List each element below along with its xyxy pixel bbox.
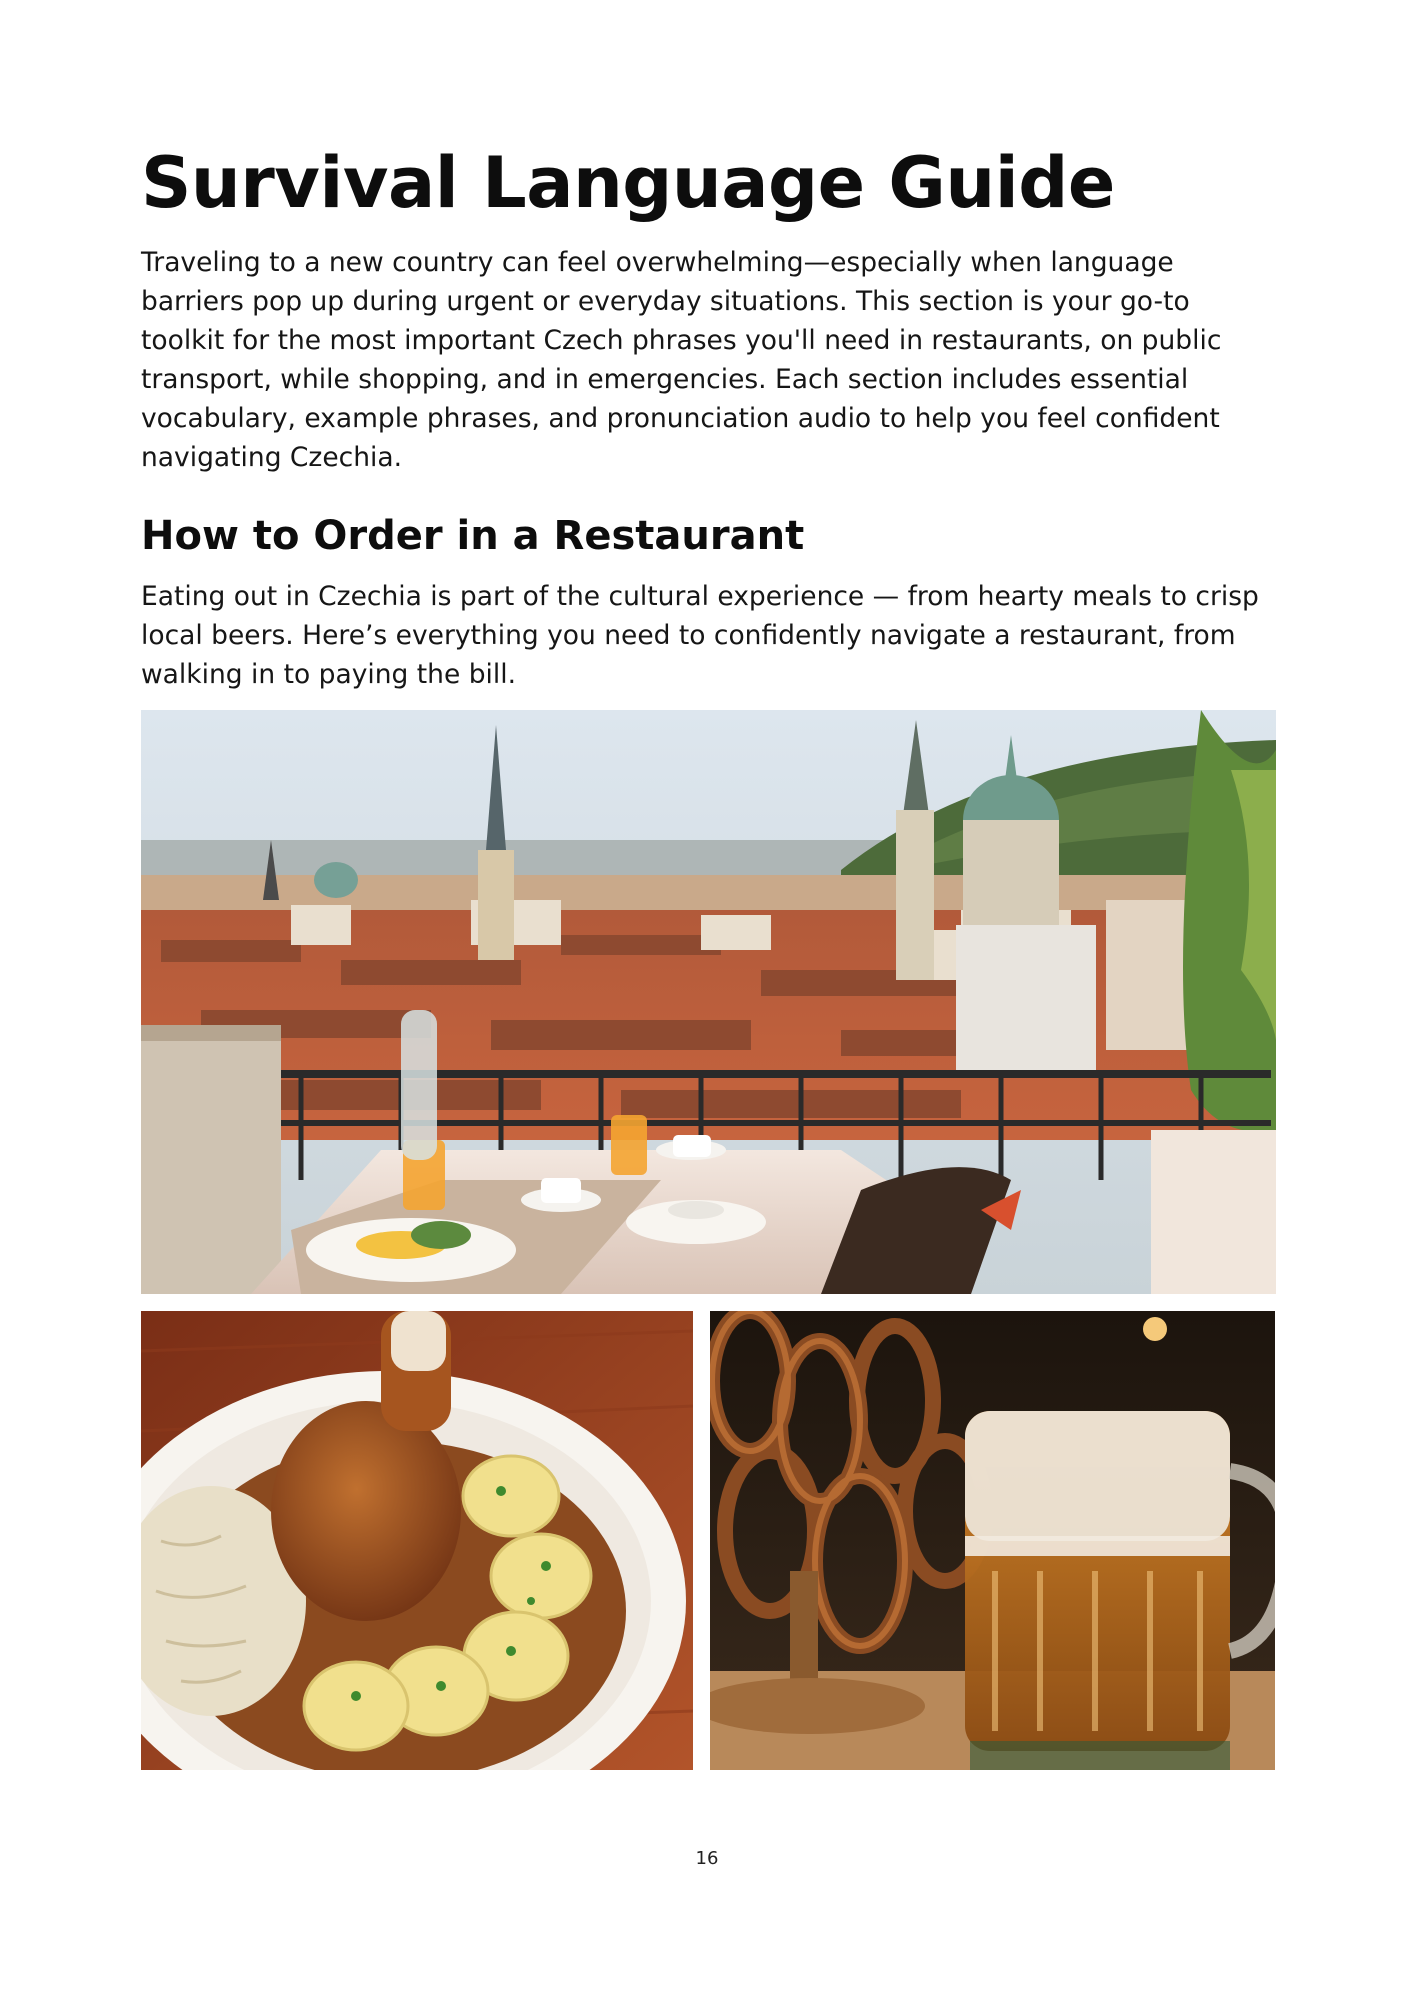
prague-rooftop-terrace-photo bbox=[141, 710, 1276, 1294]
pretzels-beer-mug-photo bbox=[710, 1311, 1275, 1770]
pork-knee-dumplings-photo bbox=[141, 1311, 693, 1770]
section-paragraph: Eating out in Czechia is part of the cultural experience — from hearty meals to crisp local beers. Here’s everything you need to confidently navigate a restaurant, from walking in to paying the bill. bbox=[141, 581, 1259, 690]
section-heading: How to Order in a Restaurant bbox=[141, 513, 805, 559]
page-number: 16 bbox=[695, 1848, 719, 1869]
intro-paragraph: Traveling to a new country can feel overwhelming—especially when language barriers pop up during urgent or everyday situations. This section is your go-to toolkit for the most important Czech phrases you'll need in restaurants, on public transport, while shopping, and in emergencies. Each section includes essential vocabulary, example phrases, and pronunciation audio to help you feel confident navigating Czechia. bbox=[141, 247, 1222, 473]
page-title: Survival Language Guide bbox=[141, 142, 1115, 224]
